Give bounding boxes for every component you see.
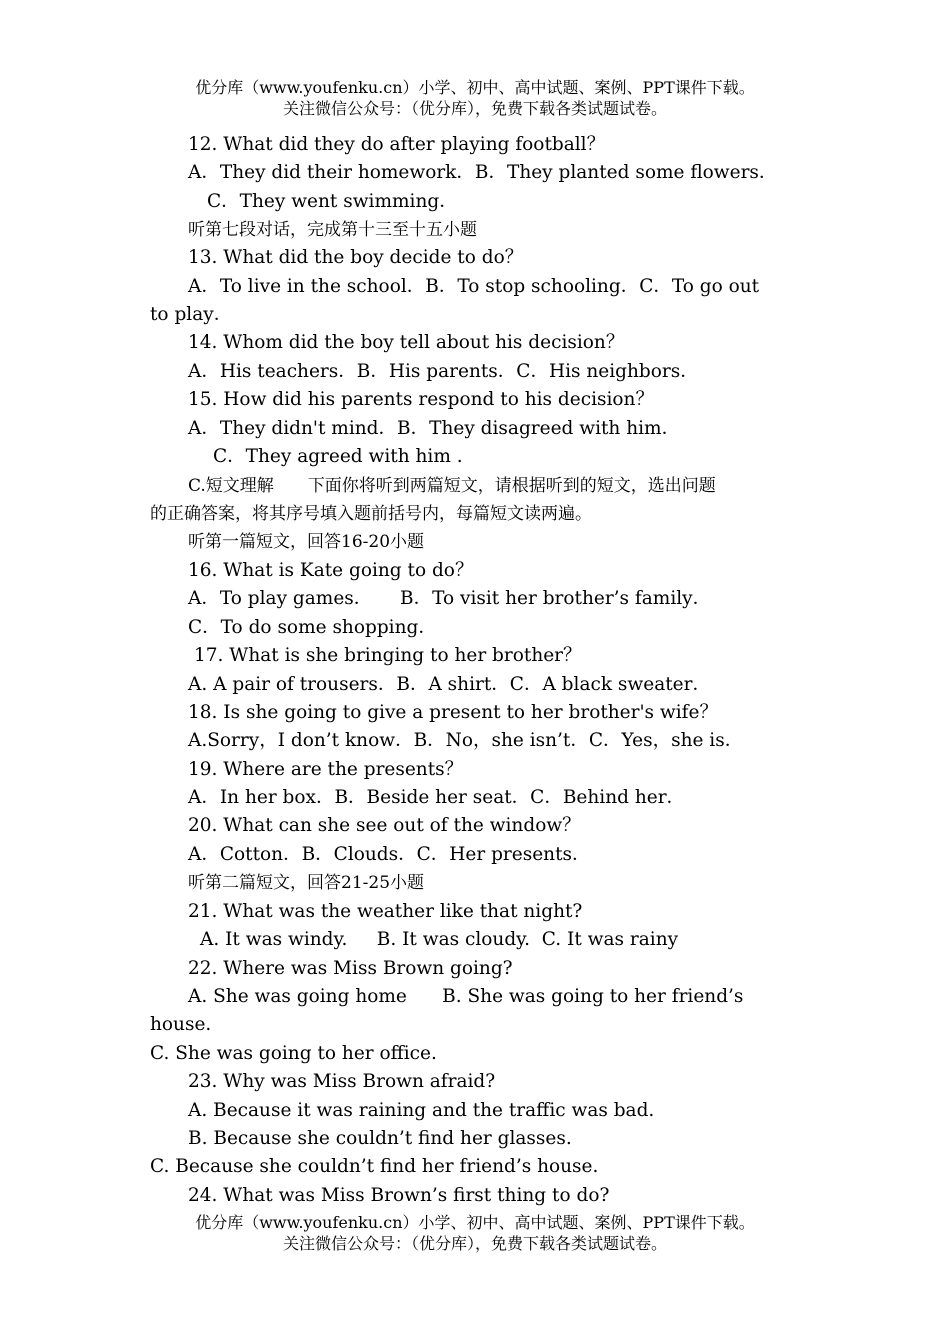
q22-option-c: C. She was going to her office. xyxy=(150,1043,437,1064)
header-line-2: 关注微信公众号：（优分库），免费下载各类试题试卷。 xyxy=(282,99,667,118)
footer-line-2: 关注微信公众号：（优分库），免费下载各类试题试卷。 xyxy=(282,1234,667,1253)
q13-options: A．To live in the school．B．To stop schooling．C．To go out xyxy=(188,276,760,297)
q12-options-ab: A．They did their homework．B．They planted some flowers． xyxy=(188,162,778,183)
question-21: 21. What was the weather like that night? xyxy=(188,901,583,922)
question-14: 14. Whom did the boy tell about his decision？ xyxy=(188,332,625,353)
question-13: 13. What did the boy decide to do？ xyxy=(188,247,524,268)
section-instruction-7: 听第七段对话，完成第十三至十五小题 xyxy=(188,220,477,240)
question-22: 22. Where was Miss Brown going? xyxy=(188,958,513,979)
q22-options-ab: A. She was going home B. She was going to her friend’s xyxy=(188,986,744,1007)
section-c-instruction: 的正确答案，将其序号填入题前括号内，每篇短文读两遍。 xyxy=(150,504,592,524)
q21-options: A. It was windy. B. It was cloudy. C. It was rainy xyxy=(200,929,679,950)
question-15: 15. How did his parents respond to his decision？ xyxy=(188,389,654,410)
q16-options-ab: A．To play games． B．To visit her brother’s family． xyxy=(188,588,712,609)
q23-option-a: A. Because it was raining and the traffic was bad. xyxy=(188,1100,655,1121)
q12-option-c: C．They went swimming． xyxy=(207,191,458,212)
q22-options-cont: house. xyxy=(150,1014,212,1035)
header-line-1: 优分库（www.youfenku.cn）小学、初中、高中试题、案例、PPT课件下载。 xyxy=(195,78,755,97)
question-12: 12. What did they do after playing football？ xyxy=(188,134,606,155)
q18-options: A.Sorry，I don’t know．B．No，she isn’t．C．Yes，she is． xyxy=(188,730,744,751)
page-footer xyxy=(0,1212,950,1254)
question-16: 16. What is Kate going to do？ xyxy=(188,560,474,581)
q17-options: A. A pair of trousers．B．A shirt．C．A black sweater． xyxy=(188,674,711,695)
q15-options-ab: A．They didn't mind．B．They disagreed with him． xyxy=(188,418,681,439)
question-20: 20. What can she see out of the window？ xyxy=(188,815,581,836)
q16-option-c: C．To do some shopping． xyxy=(188,617,437,638)
q19-options: A．In her box．B．Beside her seat．C．Behind her． xyxy=(188,787,686,808)
question-24: 24. What was Miss Brown’s first thing to do? xyxy=(188,1185,610,1206)
question-23: 23. Why was Miss Brown afraid? xyxy=(188,1071,496,1092)
passage-2-instruction: 听第二篇短文，回答21-25小题 xyxy=(188,873,425,893)
q23-option-b: B. Because she couldn’t find her glasses. xyxy=(188,1128,572,1149)
question-18: 18. Is she going to give a present to her brother's wife？ xyxy=(188,702,718,723)
q15-option-c: C．They agreed with him . xyxy=(213,446,463,467)
footer-line-1: 优分库（www.youfenku.cn）小学、初中、高中试题、案例、PPT课件下载。 xyxy=(195,1213,755,1232)
section-c-title: C.短文理解 下面你将听到两篇短文，请根据听到的短文，选出问题 xyxy=(188,476,716,496)
q13-options-cont: to play． xyxy=(150,304,233,325)
question-17: 17. What is she bringing to her brother？ xyxy=(194,645,582,666)
passage-1-instruction: 听第一篇短文，回答16-20小题 xyxy=(188,532,425,552)
question-19: 19. Where are the presents？ xyxy=(188,759,464,780)
q14-options: A．His teachers．B．His parents．C．His neighbors． xyxy=(188,361,699,382)
page-header xyxy=(0,77,950,119)
q20-options: A．Cotton．B．Clouds．C．Her presents． xyxy=(188,844,591,865)
q23-option-c: C. Because she couldn’t find her friend’s house. xyxy=(150,1156,599,1177)
